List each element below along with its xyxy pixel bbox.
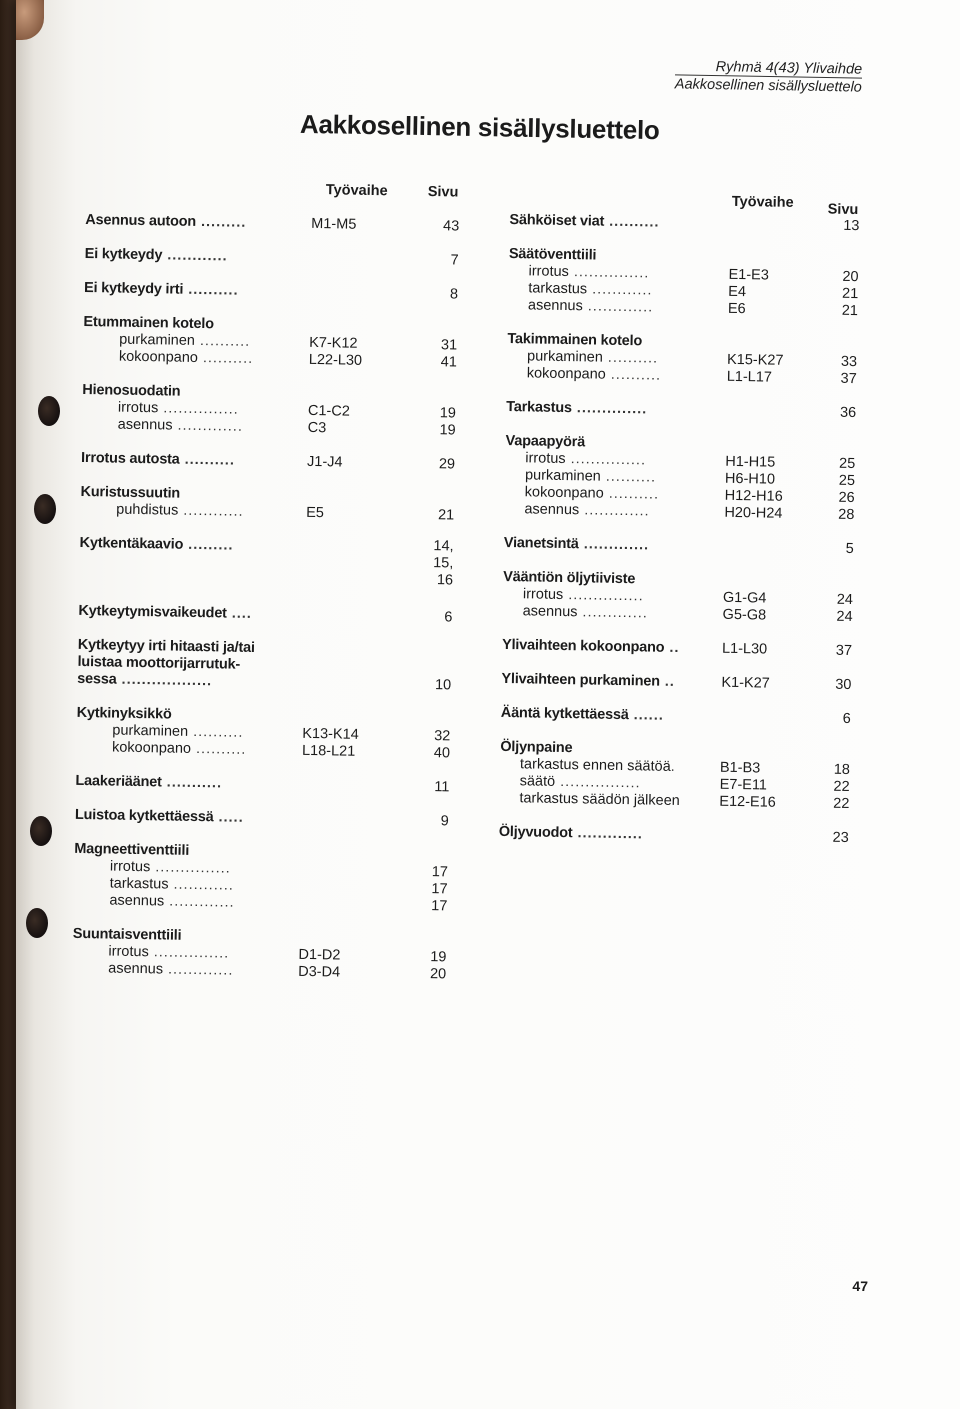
page-ref: 6 [842, 710, 851, 728]
page-ref: 24 [836, 591, 854, 609]
subentry-label [108, 961, 234, 980]
subentry-text: tarkastus ennen säätöä [519, 756, 671, 775]
page-ref: 28 [838, 506, 855, 524]
subentry-text: asennus [527, 297, 583, 315]
subentry-text: asennus [524, 501, 580, 519]
leader-dots: ............. [577, 604, 649, 622]
subentry-text: säätö [519, 773, 556, 790]
page-ref: 7 [450, 252, 459, 269]
leader-dots: ............... [148, 944, 230, 962]
index-entries [499, 210, 880, 847]
leader-dots: .. [664, 639, 680, 657]
step-range: K7-K12 [309, 334, 358, 352]
leader-dots: ............. [162, 961, 234, 979]
entry-text: Ääntä kytkettäessä [500, 704, 629, 724]
subentry-text: kokoonpano [526, 365, 606, 383]
step-range: L18-L21 [301, 742, 356, 760]
entry-label [84, 280, 239, 300]
page-ref: 18 [833, 761, 851, 779]
entry-text: Ylivaihteen kokoonpano [501, 636, 665, 656]
index-entry [75, 807, 465, 831]
entry-label [501, 705, 664, 725]
page-ref: 32 [434, 728, 451, 745]
subentry-text: tarkastus [109, 875, 169, 893]
leader-dots: . [670, 758, 676, 775]
page-ref: 24 [836, 608, 853, 626]
subentry-label [527, 365, 662, 384]
entry-text: Asennus autoon [85, 211, 197, 230]
page-ref: 21 [841, 302, 859, 320]
page-ref: 25 [838, 472, 856, 490]
subentry-label [528, 263, 649, 282]
subentry-text: asennus [109, 892, 165, 910]
page-ref: 23 [832, 829, 849, 847]
column-header-step: Työvaihe [325, 182, 388, 200]
entry-text: Kytkeytymisvaikeudet [78, 602, 227, 622]
page-ref: 19 [430, 949, 447, 966]
leader-dots: .......... [602, 349, 659, 367]
step-range: H1-H15 [725, 453, 776, 471]
page-ref: 17 [431, 881, 448, 898]
entry-label [509, 212, 659, 232]
index-column-right [499, 190, 880, 847]
index-entry [85, 246, 475, 270]
entry-text: Ylivaihteen purkaminen [501, 670, 660, 690]
subentry-text: irrotus [525, 450, 566, 468]
index-entry [81, 450, 471, 474]
page-ref: 17 [431, 864, 449, 881]
index-entry [85, 212, 475, 236]
subentry-label [523, 586, 644, 605]
leader-dots: ..... [213, 809, 244, 826]
entry-label: Suuntaisventtiili [72, 925, 182, 944]
header-group: Ryhmä 4(43) Ylivaihde [715, 59, 863, 78]
step-range: B1-B3 [719, 759, 761, 777]
entry-label: Hienosuodatin [82, 381, 181, 400]
index-entry [504, 535, 874, 558]
step-range: K13-K14 [302, 725, 359, 743]
page-ref: 22 [833, 778, 850, 796]
entry-text: Irrotus autosta [80, 449, 180, 468]
entry-text: Sähköiset viat [509, 211, 605, 230]
subentry-label [112, 740, 247, 759]
subentry-text: purkaminen [112, 722, 189, 740]
binder-hole [34, 494, 56, 524]
leader-dots: ............ [178, 502, 244, 520]
running-header [675, 58, 863, 95]
index-subentry [80, 501, 470, 525]
leader-dots: .......... [190, 740, 247, 758]
leader-dots: ............. [579, 502, 650, 520]
subentry-label [116, 502, 244, 521]
entry-label: Öljynpaine [500, 738, 573, 757]
step-range: D1-D2 [298, 946, 341, 964]
page-ref: 13 [843, 217, 860, 235]
step-range: C1-C2 [307, 402, 351, 420]
leader-dots: ................ [555, 773, 641, 792]
page-ref: 37 [835, 642, 853, 660]
step-range: J1-J4 [306, 453, 343, 471]
leader-dots: ............... [565, 451, 647, 469]
index-entry [502, 637, 872, 660]
leader-dots: .......... [604, 213, 660, 231]
entry-text: Luistoa kytkettäessä [74, 806, 214, 826]
page-ref: 33 [840, 353, 858, 371]
page-ref: 9 [440, 813, 449, 830]
leader-dots: .............. [571, 400, 648, 418]
step-range: H12-H16 [724, 487, 783, 505]
entry-label [85, 212, 246, 232]
entry-text: Kytkeytyy irti hitaasti ja/tai [77, 636, 255, 657]
step-range: D3-D4 [298, 963, 341, 981]
step-range: L1-L17 [726, 368, 773, 386]
page-ref: 10 [434, 677, 452, 694]
leader-dots: ............. [572, 825, 644, 843]
entry-label: Vapaapyörä [505, 432, 586, 451]
subentry-text: tarkastus säädön jälkeen [519, 790, 680, 810]
leader-dots: .......... [600, 468, 657, 486]
entry-label: Takimmainen kotelo [507, 330, 643, 350]
leader-dots: ......... [195, 213, 247, 231]
page-ref: 19 [439, 405, 457, 422]
entry-text: Vianetsintä [503, 534, 579, 553]
page-ref: 22 [833, 795, 850, 813]
page-ref: 40 [433, 745, 451, 762]
subentry-text: asennus [522, 603, 578, 621]
subentry-text: irrotus [528, 263, 570, 281]
page-ref: 5 [845, 540, 854, 558]
page-ref: 31 [440, 337, 458, 354]
page-ref: 41 [440, 354, 457, 371]
entry-label [75, 807, 244, 827]
leader-dots: ............. [164, 893, 235, 911]
page-ref: 21 [841, 285, 859, 303]
page-ref: 29 [438, 456, 456, 473]
entry-label: Kytkinyksikkö [76, 704, 172, 723]
subentry-text: irrotus [117, 399, 159, 417]
step-range: K15-K27 [726, 351, 784, 369]
entry-text: sessa [77, 670, 117, 688]
subentry-label [110, 876, 234, 895]
subentry-label [522, 603, 648, 622]
entry-label [78, 603, 252, 623]
step-range: L1-L30 [721, 640, 768, 658]
leader-dots: .......... [603, 485, 660, 503]
column-header-page: Sivu [827, 201, 859, 219]
step-range: E4 [728, 283, 747, 301]
thumb [16, 0, 44, 40]
entry-text: luistaa moottorijarrutuk- [77, 653, 241, 673]
binder-hole [26, 908, 48, 938]
subentry-label [524, 501, 650, 520]
page-title: Aakkosellinen sisällysluettelo [299, 108, 660, 146]
subentry-label [519, 790, 680, 810]
page-ref: 6 [444, 609, 453, 626]
entry-label: Etummainen kotelo [83, 313, 214, 333]
page-ref: 25 [838, 455, 856, 473]
leader-dots: ...... [628, 707, 664, 724]
subentry-text: kokoonpano [111, 739, 192, 757]
step-range: H20-H24 [724, 504, 783, 522]
page-ref: 11 [434, 779, 450, 796]
binder-hole [38, 396, 60, 426]
entry-label: Magneettiventtiili [74, 840, 190, 859]
index-entry [509, 212, 879, 235]
subentry-text: irrotus [108, 943, 149, 961]
step-range: G5-G8 [722, 606, 767, 624]
subentry-label [110, 859, 231, 878]
index-entry [84, 280, 474, 304]
page-ref: 19 [439, 422, 456, 439]
entry-text: Öljyvuodot [498, 823, 573, 842]
step-range: C3 [307, 419, 327, 437]
binder-hole [30, 816, 52, 846]
entry-text: Kytkentäkaavio [79, 534, 184, 553]
header-section: Aakkosellinen sisällysluettelo [674, 76, 862, 96]
entry-text: Ei kytkeydy [84, 245, 163, 264]
column-header-step: Työvaihe [731, 193, 794, 211]
step-range: G1-G4 [722, 589, 767, 607]
leader-dots: .......... [197, 349, 254, 367]
leader-dots: .......... [605, 366, 662, 384]
subentry-text: purkaminen [524, 467, 601, 485]
step-range: H6-H10 [724, 470, 776, 488]
subentry-text: asennus [108, 960, 164, 978]
leader-dots: ......... [183, 536, 234, 554]
leader-dots: ............. [578, 536, 650, 554]
leader-dots: ............... [568, 264, 650, 282]
leader-dots: ............ [168, 876, 235, 894]
column-header-page: Sivu [427, 183, 459, 201]
subentry-label [119, 349, 254, 368]
entry-label [81, 450, 235, 470]
page-ref: 43 [442, 218, 460, 235]
entry-label [502, 637, 680, 657]
subentry-text: irrotus [109, 858, 151, 876]
leader-dots: ............... [563, 586, 644, 605]
page-ref: 36 [839, 404, 857, 422]
subentry-label [109, 893, 235, 912]
entry-label: Kuristussuutin [80, 483, 181, 502]
leader-dots: .......... [187, 723, 244, 741]
leader-dots: .. [659, 673, 676, 690]
step-range: K1-K27 [721, 674, 770, 692]
subentry-text: asennus [117, 416, 173, 434]
entry-label [75, 773, 222, 793]
leader-dots: ............ [586, 281, 653, 299]
leader-dots: ............... [158, 400, 239, 418]
index-column-left [72, 178, 476, 984]
page-ref: 30 [835, 676, 852, 694]
index-entry [501, 705, 871, 728]
page-ref: 21 [437, 507, 455, 524]
subentry-text: irrotus [522, 586, 564, 603]
step-range: E6 [727, 300, 746, 318]
subentry-label [528, 280, 652, 299]
index-entry [79, 534, 469, 589]
step-range: E7-E11 [719, 776, 768, 794]
manual-page [16, 0, 960, 1409]
leader-dots: .......... [179, 451, 236, 469]
leader-dots: .......... [183, 281, 239, 299]
leader-dots: ............ [162, 247, 228, 265]
leader-dots: ............. [172, 417, 244, 435]
entry-text: Ei kytkeydy irti [83, 279, 184, 298]
subentry-label [525, 450, 646, 469]
page-ref: 26 [838, 489, 855, 507]
entry-label: Säätöventtiili [508, 245, 597, 264]
subentry-label [108, 944, 229, 963]
leader-dots: ............. [582, 298, 654, 316]
subentry-text: tarkastus [528, 280, 588, 298]
subentry-label [118, 417, 244, 436]
step-range: E12-E16 [719, 793, 776, 811]
entry-label [506, 399, 647, 418]
page-ref: 20 [842, 268, 859, 286]
subentry-label [528, 297, 654, 316]
index-entries [72, 198, 476, 984]
subentry-label [520, 773, 641, 792]
step-range: M1-M5 [311, 215, 357, 233]
subentry-text: purkaminen [526, 348, 603, 366]
page-ref: 8 [449, 286, 459, 303]
entry-label [77, 671, 212, 690]
entry-label [501, 671, 675, 691]
step-range: E5 [306, 504, 325, 522]
index-entry [501, 671, 871, 694]
entry-label: Vääntiön öljytiiviste [503, 568, 636, 588]
page-ref: 17 [431, 898, 448, 915]
subentry-text: kokoonpano [118, 348, 199, 366]
subentry-label [118, 400, 239, 419]
entry-text: Tarkastus [506, 398, 572, 417]
entry-label [85, 246, 228, 265]
index-entry [78, 603, 468, 627]
step-range: L22-L30 [308, 351, 363, 369]
page-ref: 20 [429, 966, 447, 983]
index-entry [506, 399, 876, 422]
leader-dots: ............... [150, 859, 231, 877]
leader-dots: .... [226, 605, 253, 622]
subentry-text: kokoonpano [524, 484, 604, 502]
leader-dots: ........... [161, 774, 223, 792]
page-number: 47 [852, 1278, 868, 1294]
page-ref: 14, 15, 16 [433, 538, 454, 589]
entry-text: Laakeriäänet [75, 772, 162, 791]
entry-label [79, 535, 233, 555]
leader-dots: .................. [116, 671, 213, 690]
step-range: E1-E3 [728, 266, 769, 284]
page-ref: 37 [840, 370, 857, 388]
index-entry [75, 773, 465, 797]
subentry-text: purkaminen [119, 331, 196, 349]
leader-dots: .......... [194, 332, 251, 350]
entry-label [499, 824, 643, 844]
subentry-text: puhdistus [116, 501, 179, 519]
index-entry [499, 824, 869, 847]
entry-label [504, 535, 650, 555]
